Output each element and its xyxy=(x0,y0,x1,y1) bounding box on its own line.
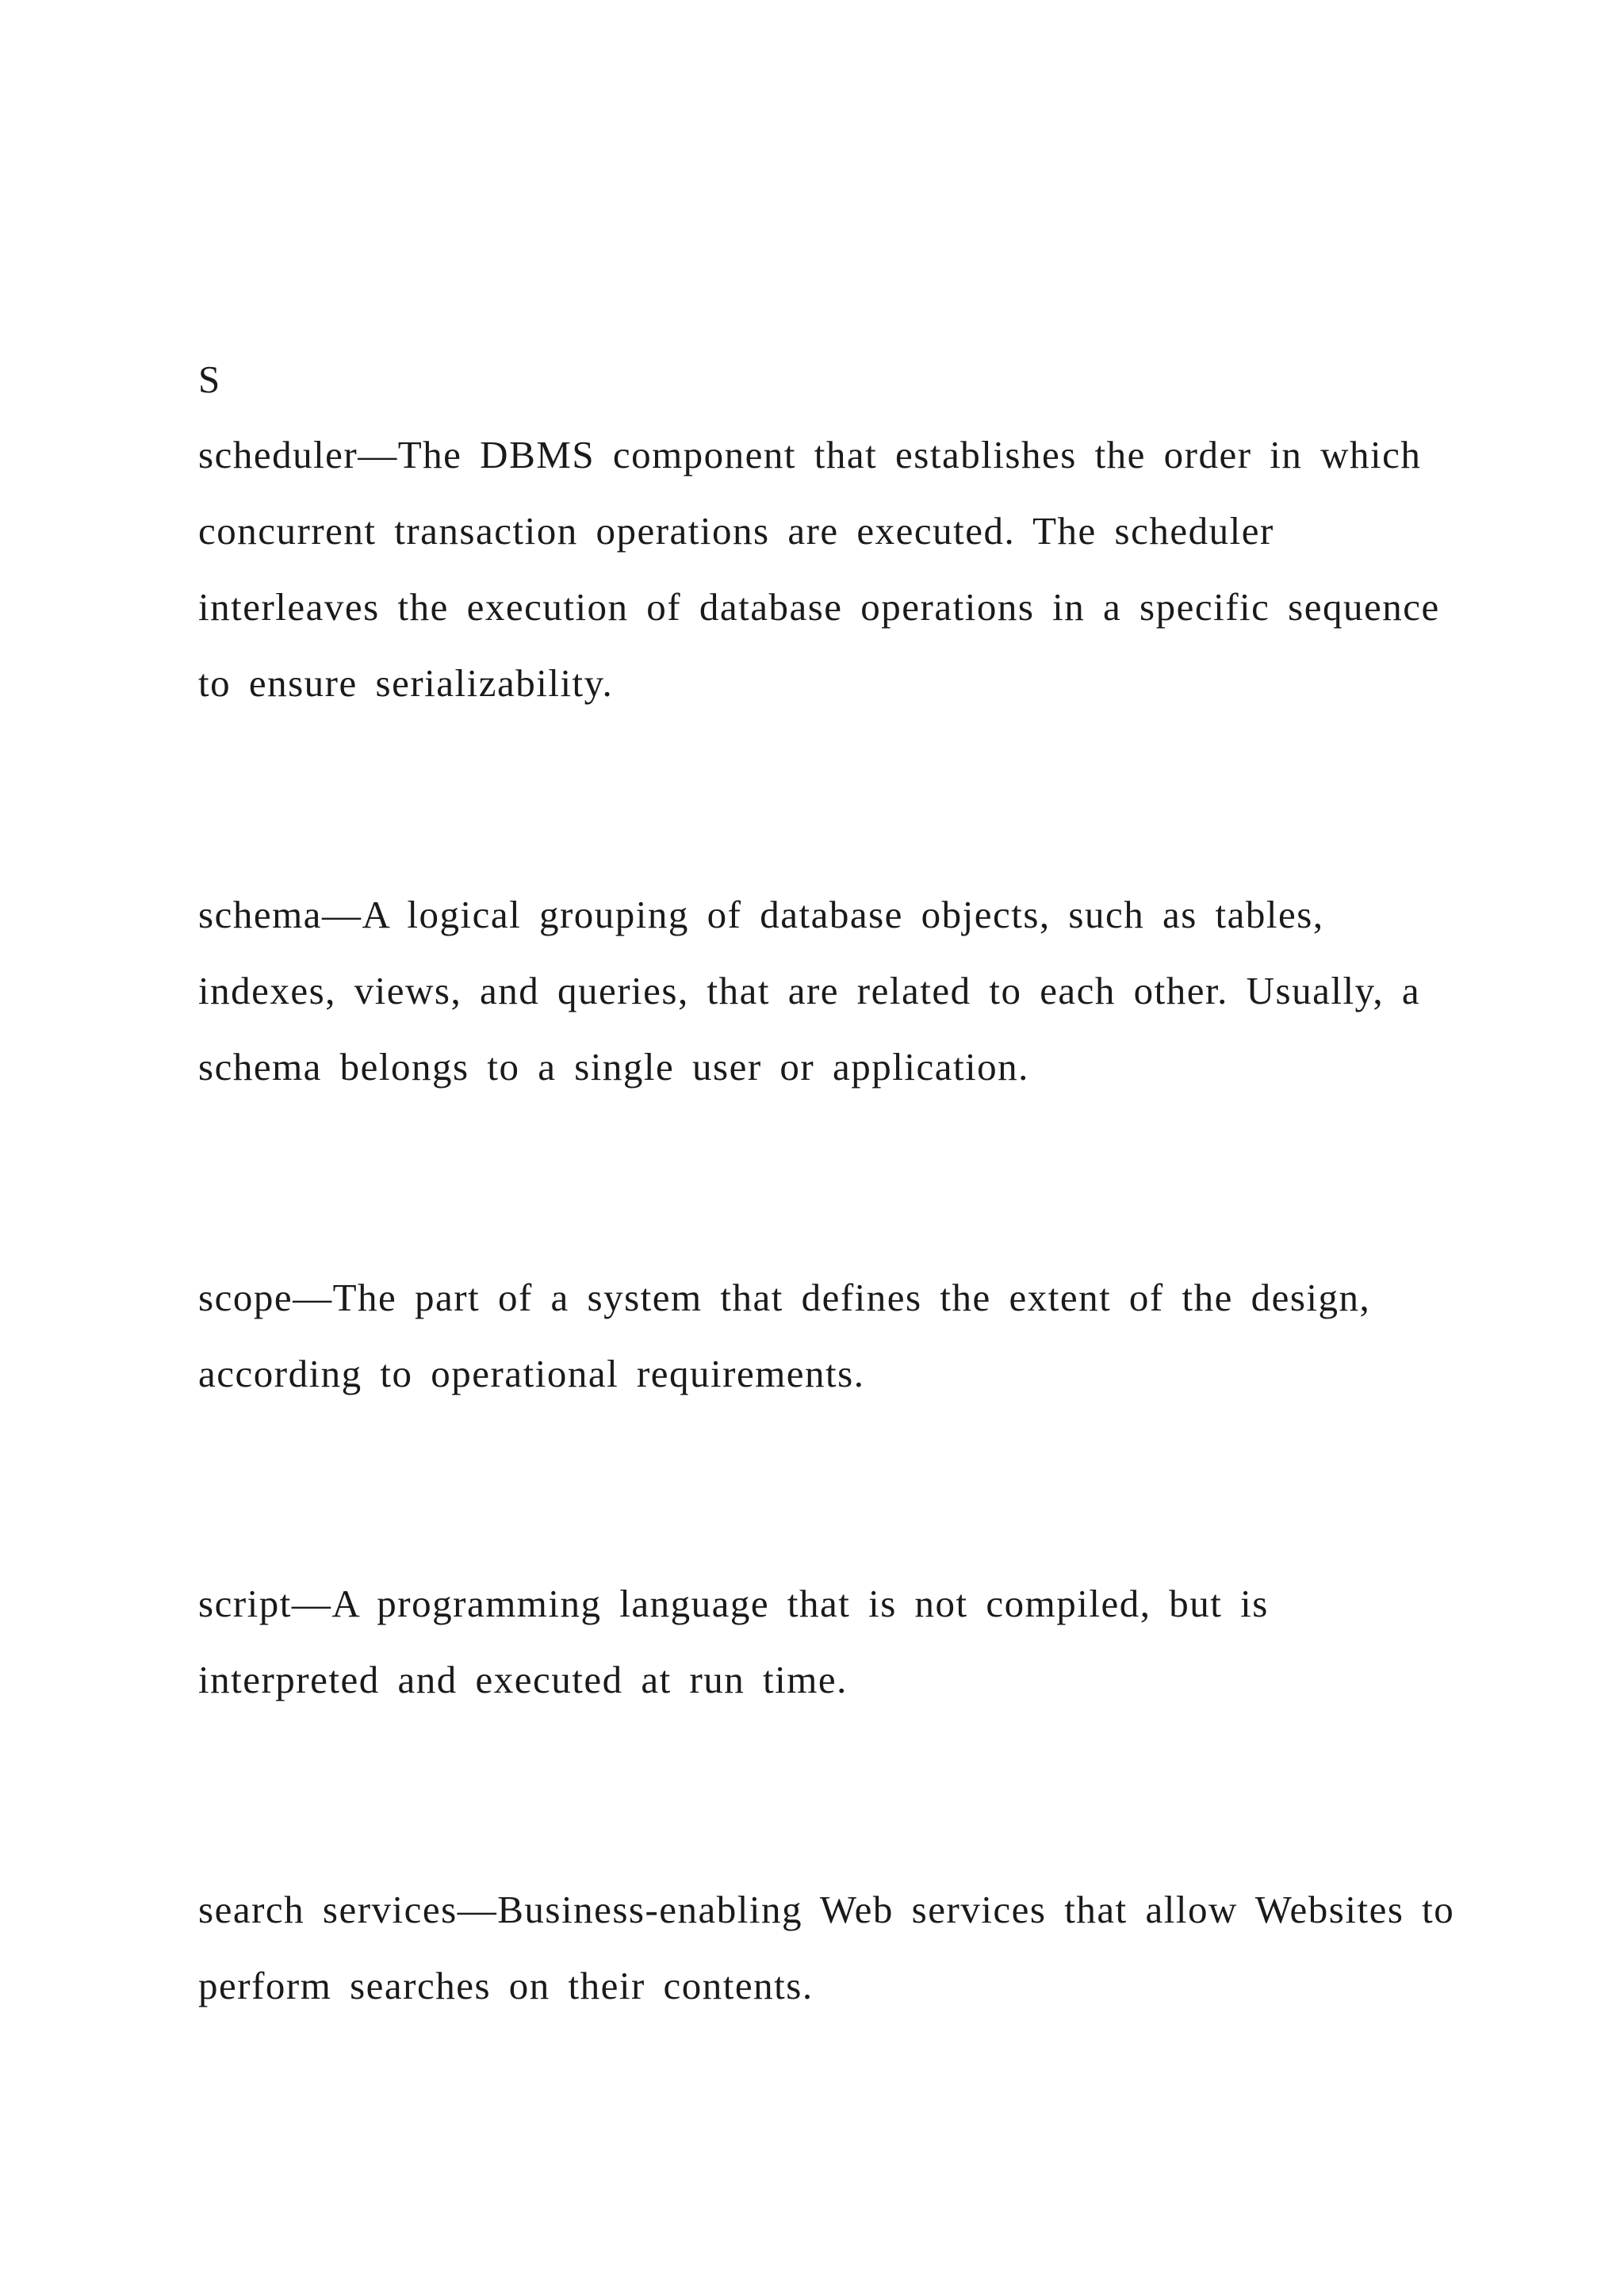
glossary-definition: A programming language that is not compiled, but is interpreted and executed at run time. xyxy=(198,1582,1269,1701)
term-separator: — xyxy=(457,1888,498,1931)
glossary-entry-search-services xyxy=(198,1872,1467,2024)
glossary-term: search services xyxy=(198,1888,458,1931)
glossary-entry-schema xyxy=(198,877,1467,1105)
glossary-term: script xyxy=(198,1582,292,1625)
glossary-definition: The part of a system that defines the extent of the design, according to operational requirements. xyxy=(198,1276,1371,1395)
glossary-entry-scope xyxy=(198,1260,1467,1412)
term-separator: — xyxy=(293,1276,333,1319)
term-separator: — xyxy=(291,1582,332,1625)
glossary-term: scope xyxy=(198,1276,293,1319)
term-separator: — xyxy=(358,433,398,476)
glossary-entry-scheduler xyxy=(198,417,1467,721)
glossary-entry-script xyxy=(198,1566,1467,1718)
glossary-term: scheduler xyxy=(198,433,358,476)
term-separator: — xyxy=(321,893,362,936)
glossary-term: schema xyxy=(198,893,322,936)
glossary-definition: A logical grouping of database objects, such as tables, indexes, views, and queries, that are related to each other. Usually, a schema belongs to a single user or application. xyxy=(198,893,1421,1089)
section-letter-heading: S xyxy=(198,358,220,401)
glossary-definition: Business-enabling Web services that allow Websites to perform searches on their contents. xyxy=(198,1888,1455,2007)
glossary-definition: The DBMS component that establishes the order in which concurrent transaction operations are executed. The scheduler interleaves the execution of database operations in a specific sequence to ensure serializability. xyxy=(198,433,1440,705)
